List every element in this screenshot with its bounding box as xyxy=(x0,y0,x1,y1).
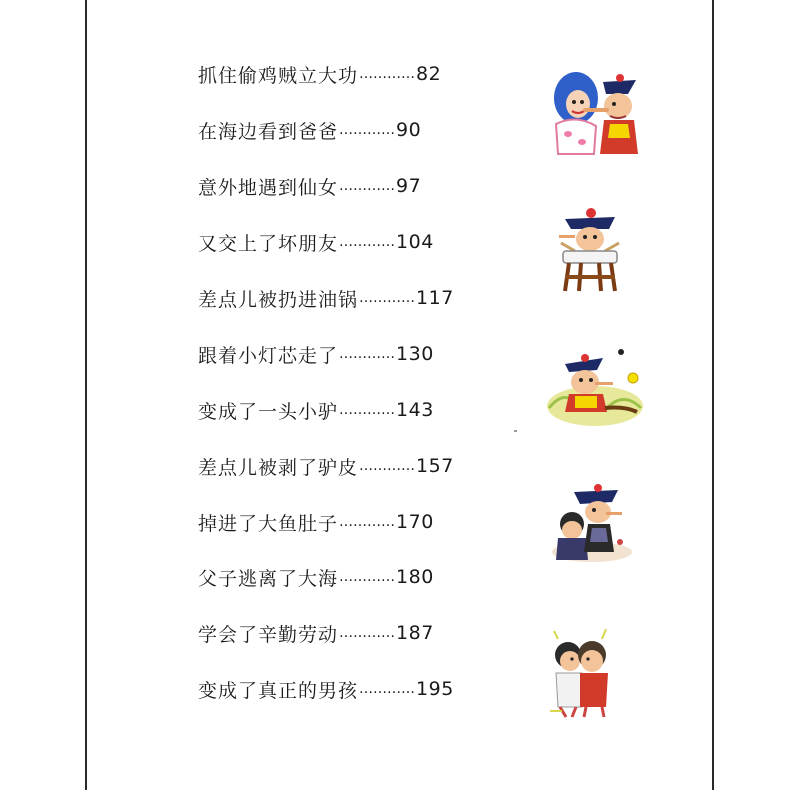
toc-entry-leader: ………… xyxy=(339,178,396,194)
toc-entry-page: 180 xyxy=(396,566,434,588)
toc-entry-title: 抓住偷鸡贼立大功 xyxy=(198,64,359,87)
pinocchio-sitting-in-grass-illustration xyxy=(545,348,645,428)
toc-entry-title: 在海边看到爸爸 xyxy=(198,120,339,143)
toc-entry-title: 又交上了坏朋友 xyxy=(198,232,339,255)
toc-entry-leader: ………… xyxy=(359,290,416,306)
toc-entry-leader: ………… xyxy=(359,66,416,82)
toc-entry-leader: ………… xyxy=(339,346,396,362)
toc-entry[interactable] xyxy=(198,168,421,204)
toc-entry[interactable] xyxy=(198,671,454,707)
toc-entry-page: 195 xyxy=(416,678,454,700)
boy-and-father-hugging-illustration xyxy=(548,625,614,719)
toc-entry[interactable] xyxy=(198,448,454,484)
toc-entry-title: 掉进了大鱼肚子 xyxy=(198,512,339,535)
toc-entry-title: 差点儿被剥了驴皮 xyxy=(198,456,359,479)
toc-entry[interactable] xyxy=(198,615,434,651)
toc-entry-title: 父子逃离了大海 xyxy=(198,567,339,590)
toc-entry-leader: ………… xyxy=(359,458,416,474)
toc-entry[interactable] xyxy=(198,336,434,372)
toc-entry-leader: ………… xyxy=(339,625,396,641)
toc-entry-page: 143 xyxy=(396,399,434,421)
fairy-and-pinocchio-illustration xyxy=(548,64,648,156)
toc-entry-leader: ………… xyxy=(339,234,396,250)
toc-entry[interactable] xyxy=(198,392,434,428)
toc-entry-page: 97 xyxy=(396,175,422,197)
toc-entry-page: 104 xyxy=(396,231,434,253)
toc-entry[interactable] xyxy=(198,504,434,540)
toc-entry[interactable] xyxy=(198,112,421,148)
toc-entry-leader: ………… xyxy=(339,122,396,138)
toc-entry-page: 157 xyxy=(416,455,454,477)
toc-entry-title: 跟着小灯芯走了 xyxy=(198,344,339,367)
toc-entry-leader: ………… xyxy=(339,402,396,418)
toc-entry-leader: ………… xyxy=(339,514,396,530)
page-border-left xyxy=(85,0,87,790)
pinocchio-and-father-illustration xyxy=(548,482,638,564)
toc-entry-page: 187 xyxy=(396,622,434,644)
toc-entry-title: 变成了真正的男孩 xyxy=(198,679,359,702)
toc-entry-title: 意外地遇到仙女 xyxy=(198,176,339,199)
toc-entry-title: 差点儿被扔进油锅 xyxy=(198,288,359,311)
toc-entry[interactable] xyxy=(198,224,434,260)
pinocchio-at-table-illustration xyxy=(555,205,625,293)
toc-entry-page: 130 xyxy=(396,343,434,365)
toc-entry-title: 变成了一头小驴 xyxy=(198,400,339,423)
toc-entry[interactable] xyxy=(198,559,434,595)
toc-entry-page: 170 xyxy=(396,511,434,533)
toc-entry-leader: ………… xyxy=(339,569,396,585)
toc-entry[interactable] xyxy=(198,280,454,316)
toc-entry-title: 学会了辛勤劳动 xyxy=(198,623,339,646)
toc-entry-leader: ………… xyxy=(359,681,416,697)
toc-entry[interactable] xyxy=(198,56,441,92)
print-speck xyxy=(514,430,517,432)
toc-entry-page: 117 xyxy=(416,287,454,309)
toc-entry-page: 82 xyxy=(416,63,442,85)
toc-entry-page: 90 xyxy=(396,119,422,141)
page-border-right xyxy=(712,0,714,790)
